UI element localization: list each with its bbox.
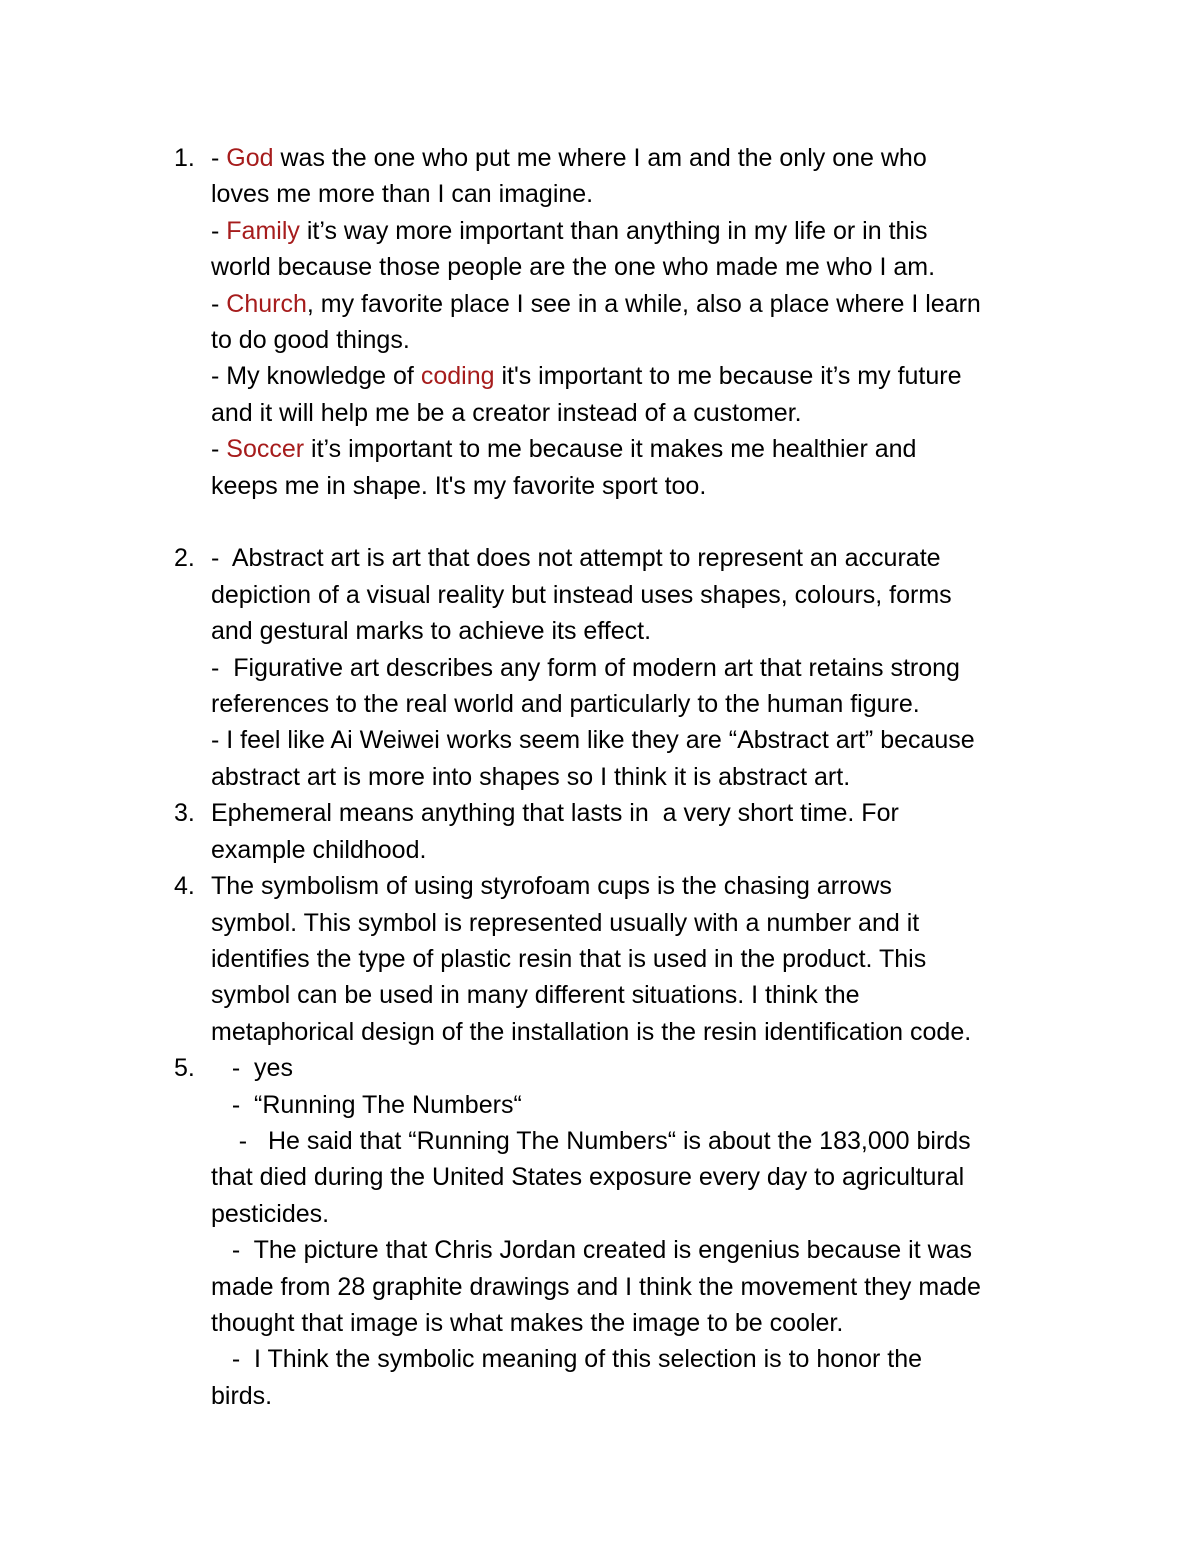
text-line [211,613,1071,649]
line-text: abstract art is more into shapes so I think it is abstract art. [211,762,851,791]
text-line [211,1087,1071,1123]
text-line [211,832,1071,868]
text-line [211,176,1071,212]
text-line [211,1341,1071,1377]
text-line [211,286,1071,322]
list-number: 1. [174,144,195,172]
highlighted-keyword: God [226,144,274,172]
line-text-continued: , my favorite place I see in a while, also a place where I learn [306,289,981,318]
line-text: - yes [211,1054,293,1083]
text-line [211,431,1071,467]
line-text: identifies the type of plastic resin that is used in the product. This [211,944,927,973]
text-line [211,1159,1071,1195]
highlighted-keyword: Church [226,289,307,318]
text-line [211,249,1071,285]
line-text: symbol. This symbol is represented usually with a number and it [211,908,920,937]
list-number: 5. [174,1054,195,1083]
line-text: - I Think the symbolic meaning of this selection is to honor the [211,1345,922,1374]
line-text: and gestural marks to achieve its effect. [211,617,652,646]
text-line [211,540,1071,576]
text-line [211,1378,1071,1414]
line-text: references to the real world and particularly to the human figure. [211,690,920,719]
text-line [211,1232,1071,1268]
highlighted-keyword: Soccer [226,435,305,464]
highlighted-keyword: coding [420,362,495,391]
line-text: to do good things. [211,326,410,355]
list-number: 3. [174,799,195,828]
text-line [211,1014,1071,1050]
line-text: pesticides. [211,1199,330,1228]
text-line [211,795,1071,831]
line-text-continued: it’s way more important than anything in my life or in this [299,216,928,245]
text-line [211,1196,1071,1232]
line-text: metaphorical design of the installation is the resin identification code. [211,1017,972,1046]
text-line [211,941,1071,977]
text-line [211,905,1071,941]
list-item-2 [0,540,1071,795]
line-text: - Abstract art is art that does not attempt to represent an accurate [211,544,941,573]
text-line [211,1123,1071,1159]
line-text: - The picture that Chris Jordan created is engenius because it was [211,1236,973,1265]
text-line [211,722,1071,758]
line-text: example childhood. [211,835,427,864]
text-line [211,650,1071,686]
text-line [211,577,1071,613]
line-text: Ephemeral means anything that lasts in a very short time. For [211,799,899,828]
line-text: that died during the United States exposure every day to agricultural [211,1163,965,1192]
line-text: birds. [211,1381,273,1410]
blank-line [0,504,1200,540]
list-number: 4. [174,872,195,901]
line-text-continued: it's important to me because it’s my future [494,362,962,391]
text-line [211,686,1071,722]
line-text: - “Running The Numbers“ [211,1090,522,1119]
text-line [211,977,1071,1013]
text-line [211,759,1071,795]
line-text-continued: was the one who put me where I am and the only one who [273,144,927,172]
list-item-4 [0,868,1071,1050]
line-text: - [211,144,227,172]
line-text: The symbolism of using styrofoam cups is the chasing arrows [211,872,892,901]
list-number: 2. [174,544,195,573]
line-text: symbol can be used in many different situations. I think the [211,981,860,1010]
line-text: - [211,216,227,245]
text-line [211,213,1071,249]
text-line [211,358,1071,394]
list-item-5 [0,1050,1071,1414]
line-text: - He said that “Running The Numbers“ is about the 183,000 birds [211,1126,971,1155]
highlighted-keyword: Family [226,216,300,245]
line-text: loves me more than I can imagine. [211,180,594,209]
text-line [211,1050,1071,1086]
text-line [211,140,1071,176]
line-text: thought that image is what makes the image to be cooler. [211,1308,844,1337]
text-line [211,868,1071,904]
numbered-answer-list [0,140,1200,1414]
text-line [211,395,1071,431]
list-item-3 [0,795,1071,868]
line-text: - [211,435,227,464]
text-line [211,1305,1071,1341]
line-text-continued: it’s important to me because it makes me healthier and [304,435,917,464]
line-text: - I feel like Ai Weiwei works seem like they are “Abstract art” because [211,726,975,755]
line-text: and it will help me be a creator instead of a customer. [211,398,802,427]
list-item-1 [0,140,1071,504]
line-text: world because those people are the one who made me who I am. [211,253,936,282]
text-line [211,322,1071,358]
line-text: made from 28 graphite drawings and I think the movement they made [211,1272,981,1301]
line-text: depiction of a visual reality but instead uses shapes, colours, forms [211,580,952,609]
line-text: keeps me in shape. It's my favorite sport too. [211,471,707,500]
line-text: - My knowledge of [211,362,421,391]
line-text: - [211,289,227,318]
text-line [211,468,1071,504]
text-line [211,1269,1071,1305]
line-text: - Figurative art describes any form of modern art that retains strong [211,653,960,682]
